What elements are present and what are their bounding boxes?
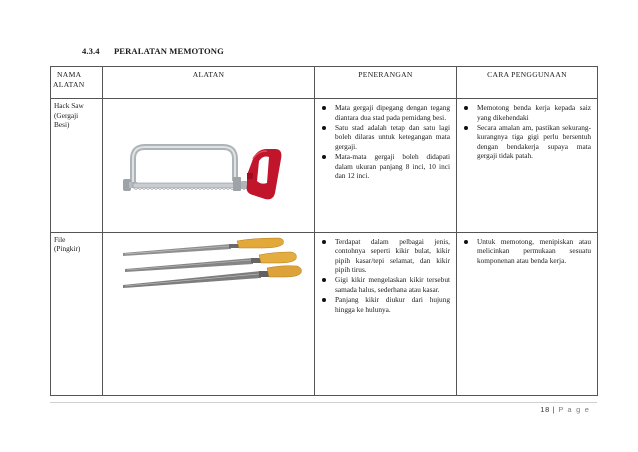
footer-divider: [50, 402, 597, 403]
header-name: [51, 67, 103, 99]
table-row: [51, 99, 598, 233]
description-cell: [315, 232, 457, 395]
list-item: Panjang kikir diukur dari hujung hingga ke hulunya.: [321, 295, 450, 314]
page-separator: |: [552, 405, 556, 414]
page-footer: [540, 405, 590, 414]
usage-cell: [457, 99, 598, 233]
header-description: PENERANGAN: [315, 67, 457, 99]
list-item: Mata gergaji dipegang dengan tegang diantara dua stad pada pemidang besi.: [321, 103, 450, 122]
list-item: Mata-mata gergaji boleh didapati dalam ukuran panjang 8 inci, 10 inci dan 12 inci.: [321, 152, 450, 181]
list-item: Satu stad adalah tetap dan satu lagi boleh dilaras untuk ketegangan mata gergaji.: [321, 123, 450, 152]
tool-image-cell: [103, 232, 315, 395]
usage-cell: [457, 232, 598, 395]
header-name-line2: ALATAN: [53, 79, 85, 89]
section-number: 4.3.4: [82, 46, 100, 56]
list-item: Untuk memotong, menipiskan atau melicinkan permukaan sesuatu komponenan atau benda kerja.: [463, 237, 591, 266]
table-row: [51, 232, 598, 395]
files-image: [103, 233, 315, 303]
tools-table: [50, 66, 598, 396]
section-title: PERALATAN MEMOTONG: [113, 46, 224, 56]
description-list: [321, 103, 450, 181]
tool-name-line: (Gergaji: [54, 110, 79, 120]
tool-name-line: (Pingkir): [54, 244, 81, 254]
description-list: [321, 237, 450, 315]
header-name-line1: NAMA: [57, 70, 82, 79]
tool-name-line: File: [54, 234, 66, 244]
tool-image-cell: [103, 99, 315, 233]
list-item: Gigi kikir mengelaskan kikir tersebut samada halus, sederhana atau kasar.: [321, 275, 450, 294]
hacksaw-image: [103, 99, 315, 229]
usage-list: [463, 237, 591, 266]
header-row: [51, 67, 598, 99]
section-heading: [82, 46, 224, 56]
usage-list: [463, 103, 591, 161]
tool-name-line: Hack Saw: [54, 101, 84, 110]
tool-name-line: Besi): [54, 120, 70, 130]
list-item: Secara amalan am, pastikan sekurang-kurangnya tiga gigi perlu bersentuh dengan bendakerja supaya mata gergaji tidak patah.: [463, 123, 591, 161]
page-number: 18: [540, 405, 550, 414]
header-usage: CARA PENGGUNAAN: [457, 67, 598, 99]
list-item: Memotong benda kerja kepada saiz yang dikehendaki: [463, 103, 591, 122]
description-cell: [315, 99, 457, 233]
tool-name-cell: [51, 232, 103, 395]
header-tool: ALATAN: [103, 67, 315, 99]
page-label: P a g e: [558, 405, 590, 414]
tool-name-cell: [51, 99, 103, 233]
list-item: Terdapat dalam pelbagai jenis, contohnya seperti kikir bulat, kikir pipih kasar/tepi selamat, dan kikir pipih tirus.: [321, 237, 450, 275]
